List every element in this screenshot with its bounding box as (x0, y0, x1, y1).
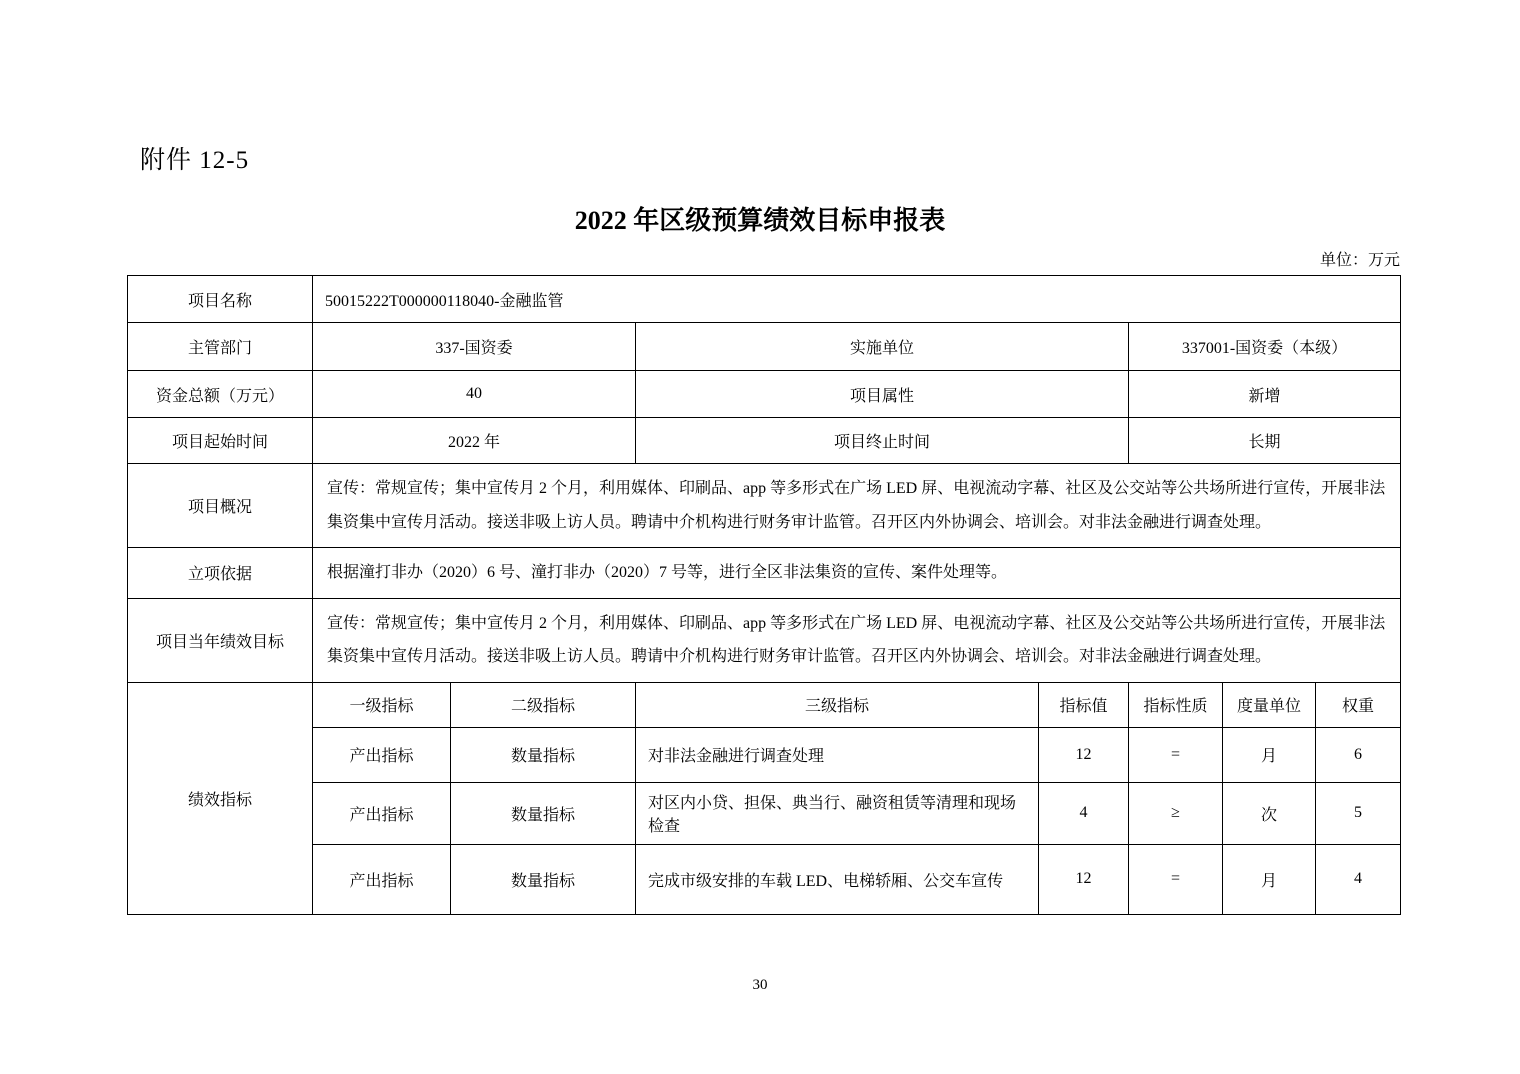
budget-form-table (127, 275, 1401, 915)
indicator-header-level3: 三级指标 (636, 682, 1039, 727)
table-row-annual-target (128, 598, 1401, 682)
indicator-row (128, 727, 1401, 782)
indicator-level2-cell: 数量指标 (451, 782, 636, 844)
indicator-nature-cell: ≥ (1129, 782, 1223, 844)
overview-label: 项目概况 (128, 464, 313, 548)
end-time-value: 长期 (1129, 418, 1401, 464)
indicator-row (128, 782, 1401, 844)
overview-value: 宣传：常规宣传；集中宣传月 2 个月，利用媒体、印刷品、app 等多形式在广场 LED 屏、电视流动字幕、社区及公交站等公共场所进行宣传，开展非法集资集中宣传月活动。接送非吸上访人员。聘请中介机构进行财务审计监管。召开区内外协调会、培训会。对非法金融进行调查处理。 (313, 464, 1401, 548)
indicator-level3-cell: 对区内小贷、担保、典当行、融资租赁等清理和现场检查 (636, 782, 1039, 844)
indicator-weight-cell: 6 (1316, 727, 1401, 782)
indicator-header-weight: 权重 (1316, 682, 1401, 727)
indicator-value-cell: 4 (1039, 782, 1129, 844)
indicator-level1-cell: 产出指标 (313, 844, 451, 914)
project-attr-value: 新增 (1129, 371, 1401, 418)
attachment-label: 附件 12-5 (140, 147, 250, 174)
indicator-value-cell: 12 (1039, 844, 1129, 914)
dept-label: 主管部门 (128, 323, 313, 371)
table-row-project-name (128, 276, 1401, 323)
indicator-unit-cell: 次 (1223, 782, 1316, 844)
indicator-unit-cell: 月 (1223, 727, 1316, 782)
indicators-label: 绩效指标 (128, 682, 313, 914)
impl-unit-value: 337001-国资委（本级） (1129, 323, 1401, 371)
total-fund-label: 资金总额（万元） (128, 371, 313, 418)
indicator-row (128, 844, 1401, 914)
indicator-value-cell: 12 (1039, 727, 1129, 782)
project-attr-label: 项目属性 (636, 371, 1129, 418)
start-time-value: 2022 年 (313, 418, 636, 464)
indicator-level3-cell: 对非法金融进行调查处理 (636, 727, 1039, 782)
indicator-unit-cell: 月 (1223, 844, 1316, 914)
start-time-label: 项目起始时间 (128, 418, 313, 464)
unit-note: 单位：万元 (1319, 252, 1400, 269)
indicator-header-level1: 一级指标 (313, 682, 451, 727)
basis-label: 立项依据 (128, 548, 313, 599)
annual-target-value: 宣传：常规宣传；集中宣传月 2 个月，利用媒体、印刷品、app 等多形式在广场 LED 屏、电视流动字幕、社区及公交站等公共场所进行宣传，开展非法集资集中宣传月活动。接送非吸上访人员。聘请中介机构进行财务审计监管。召开区内外协调会、培训会。对非法金融进行调查处理。 (313, 598, 1401, 682)
indicator-nature-cell: = (1129, 727, 1223, 782)
indicator-weight-cell: 5 (1316, 782, 1401, 844)
indicator-header-level2: 二级指标 (451, 682, 636, 727)
end-time-label: 项目终止时间 (636, 418, 1129, 464)
indicator-header-value: 指标值 (1039, 682, 1129, 727)
indicator-level3-cell: 完成市级安排的车载 LED、电梯轿厢、公交车宣传 (636, 844, 1039, 914)
table-row-department (128, 323, 1401, 371)
table-row-basis (128, 548, 1401, 599)
indicator-weight-cell: 4 (1316, 844, 1401, 914)
table-row-funds (128, 371, 1401, 418)
indicator-header-nature: 指标性质 (1129, 682, 1223, 727)
total-fund-value: 40 (313, 371, 636, 418)
indicator-level2-cell: 数量指标 (451, 727, 636, 782)
indicator-nature-cell: = (1129, 844, 1223, 914)
indicator-header-unit: 度量单位 (1223, 682, 1316, 727)
dept-value: 337-国资委 (313, 323, 636, 371)
table-row-overview (128, 464, 1401, 548)
annual-target-label: 项目当年绩效目标 (128, 598, 313, 682)
impl-unit-label: 实施单位 (636, 323, 1129, 371)
indicator-level2-cell: 数量指标 (451, 844, 636, 914)
page-title: 2022 年区级预算绩效目标申报表 (574, 206, 946, 235)
page-number: 30 (752, 977, 768, 993)
basis-value: 根据潼打非办（2020）6 号、潼打非办（2020）7 号等，进行全区非法集资的宣传、案件处理等。 (313, 548, 1401, 599)
table-row-time (128, 418, 1401, 464)
indicator-level1-cell: 产出指标 (313, 727, 451, 782)
indicator-header-row (128, 682, 1401, 727)
indicator-level1-cell: 产出指标 (313, 782, 451, 844)
project-name-label: 项目名称 (128, 276, 313, 323)
project-name-value: 50015222T000000118040-金融监管 (313, 276, 1401, 323)
